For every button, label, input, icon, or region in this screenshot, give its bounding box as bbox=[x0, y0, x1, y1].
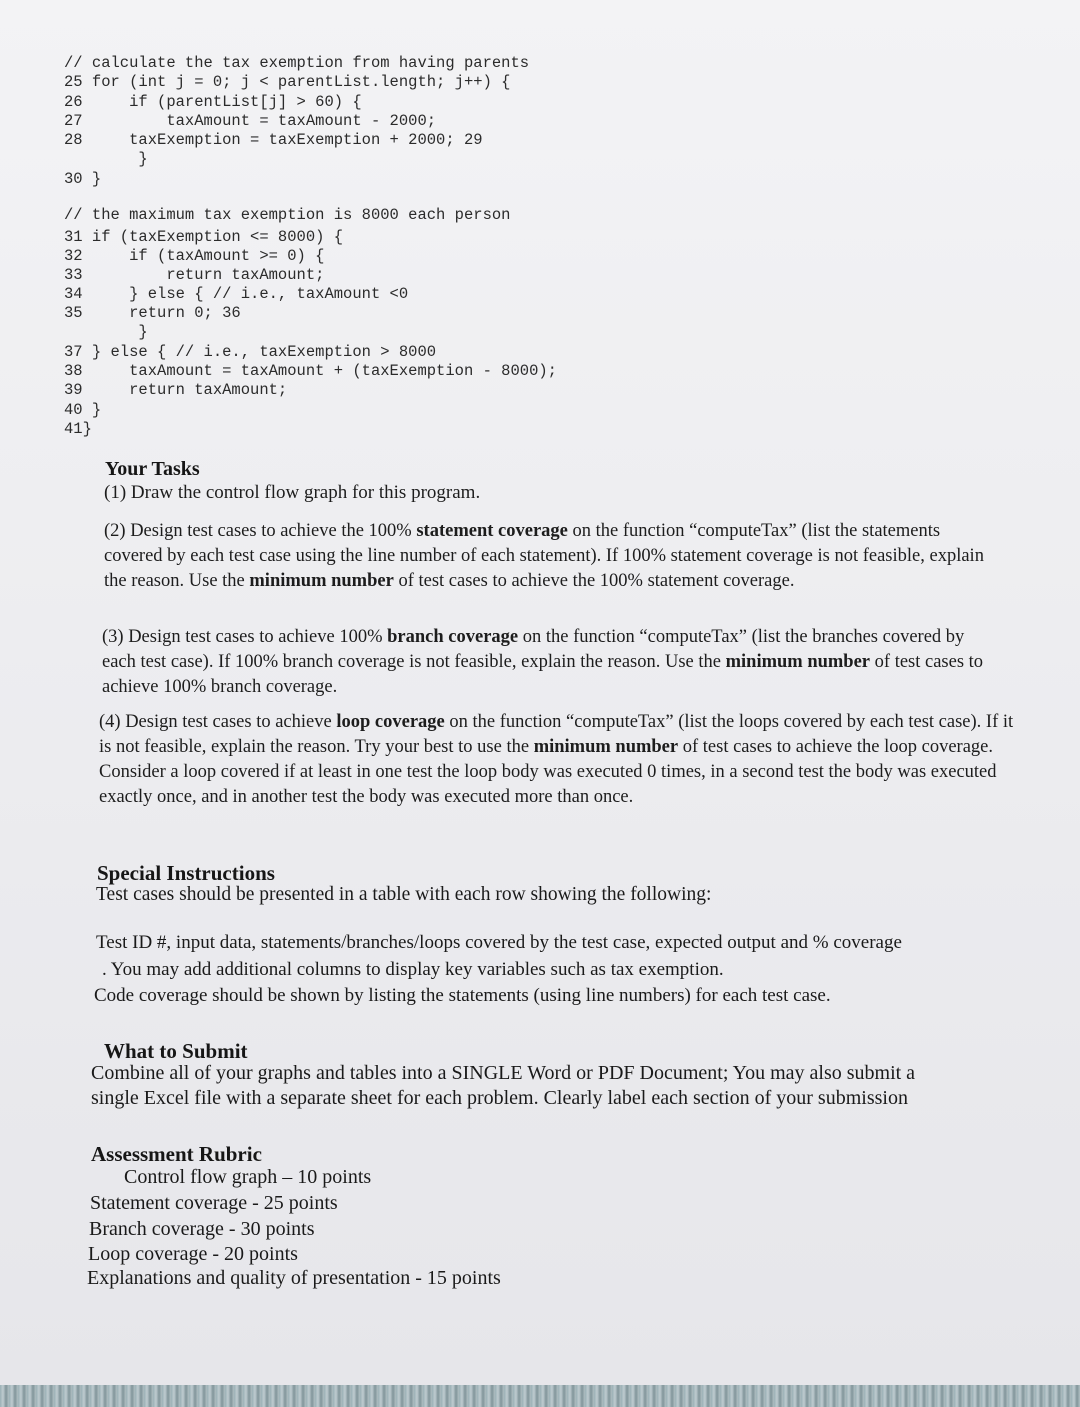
rubric-item: Statement coverage - 25 points bbox=[90, 1192, 338, 1214]
special-line: Test cases should be presented in a table with each row showing the following: bbox=[96, 884, 712, 905]
special-line: Test ID #, input data, statements/branches/loops covered by the test case, expected output and % coverage bbox=[96, 932, 902, 953]
code-line: 25 for (int j = 0; j < parentList.length; j++) { bbox=[64, 73, 511, 91]
code-line: } bbox=[64, 150, 148, 168]
task-4: (4) Design test cases to achieve loop coverage on the function “computeTax” (list the loops covered by each test case). If it is not feasible, explain the reason. Try your best to use the minimum number of test cases to achieve the loop coverage. Consider a loop covered if at least in one test the loop body was executed 0 times, in a second test the body was executed exactly once, and in another test the body was executed more than once. bbox=[99, 712, 1014, 807]
what-to-submit-title: What to Submit bbox=[104, 1039, 248, 1063]
rubric-item: Explanations and quality of presentation - 15 points bbox=[87, 1267, 501, 1289]
background-fabric-edge bbox=[0, 1385, 1080, 1407]
task-2: (2) Design test cases to achieve the 100% statement coverage on the function “computeTax” (list the statements covered by each test case using the line number of each statement). If 100% statement coverage is not feasible, explain the reason. Use the minimum number of test cases to achieve the 100% statement coverage. bbox=[104, 521, 984, 591]
code-line: 28 taxExemption = taxExemption + 2000; 29 bbox=[64, 131, 483, 149]
submit-line: Combine all of your graphs and tables into a SINGLE Word or PDF Document; You may also submit a bbox=[91, 1062, 916, 1084]
special-line: . You may add additional columns to display key variables such as tax exemption. bbox=[102, 959, 724, 980]
code-line: 34 } else { // i.e., taxAmount <0 bbox=[64, 285, 409, 303]
rubric-item: Branch coverage - 30 points bbox=[89, 1218, 315, 1240]
code-line: 38 taxAmount = taxAmount + (taxExemption - 8000); bbox=[64, 362, 557, 380]
code-line: 30 } bbox=[64, 170, 102, 188]
special-line: Code coverage should be shown by listing the statements (using line numbers) for each test case. bbox=[94, 985, 831, 1006]
rubric-item: Loop coverage - 20 points bbox=[88, 1243, 298, 1265]
assessment-rubric-title: Assessment Rubric bbox=[91, 1142, 262, 1166]
task-3: (3) Design test cases to achieve 100% branch coverage on the function “computeTax” (list the branches covered by each test case). If 100% branch coverage is not feasible, explain the reason. Use the minimum number of test cases to achieve 100% branch coverage. bbox=[102, 627, 984, 697]
code-line: 35 return 0; 36 bbox=[64, 304, 241, 322]
submit-line: single Excel file with a separate sheet for each problem. Clearly label each section of your submission bbox=[91, 1087, 908, 1109]
code-line: 41} bbox=[64, 420, 92, 438]
special-instructions-title: Special Instructions bbox=[97, 861, 275, 885]
code-line: 26 if (parentList[j] > 60) { bbox=[64, 93, 362, 111]
code-line: 37 } else { // i.e., taxExemption > 8000 bbox=[64, 343, 437, 361]
code-line: // calculate the tax exemption from having parents bbox=[64, 54, 530, 72]
code-line: 32 if (taxAmount >= 0) { bbox=[64, 247, 325, 265]
code-line: } bbox=[64, 323, 148, 341]
task-1: (1) Draw the control flow graph for this program. bbox=[104, 482, 481, 503]
code-line: 33 return taxAmount; bbox=[64, 266, 325, 284]
tasks-title: Your Tasks bbox=[105, 458, 200, 480]
code-line: 27 taxAmount = taxAmount - 2000; bbox=[64, 112, 437, 130]
code-line: // the maximum tax exemption is 8000 each person bbox=[64, 206, 511, 224]
rubric-item: Control flow graph – 10 points bbox=[124, 1166, 372, 1188]
code-line: 39 return taxAmount; bbox=[64, 381, 288, 399]
code-line: 40 } bbox=[64, 401, 102, 419]
code-line: 31 if (taxExemption <= 8000) { bbox=[64, 228, 344, 246]
